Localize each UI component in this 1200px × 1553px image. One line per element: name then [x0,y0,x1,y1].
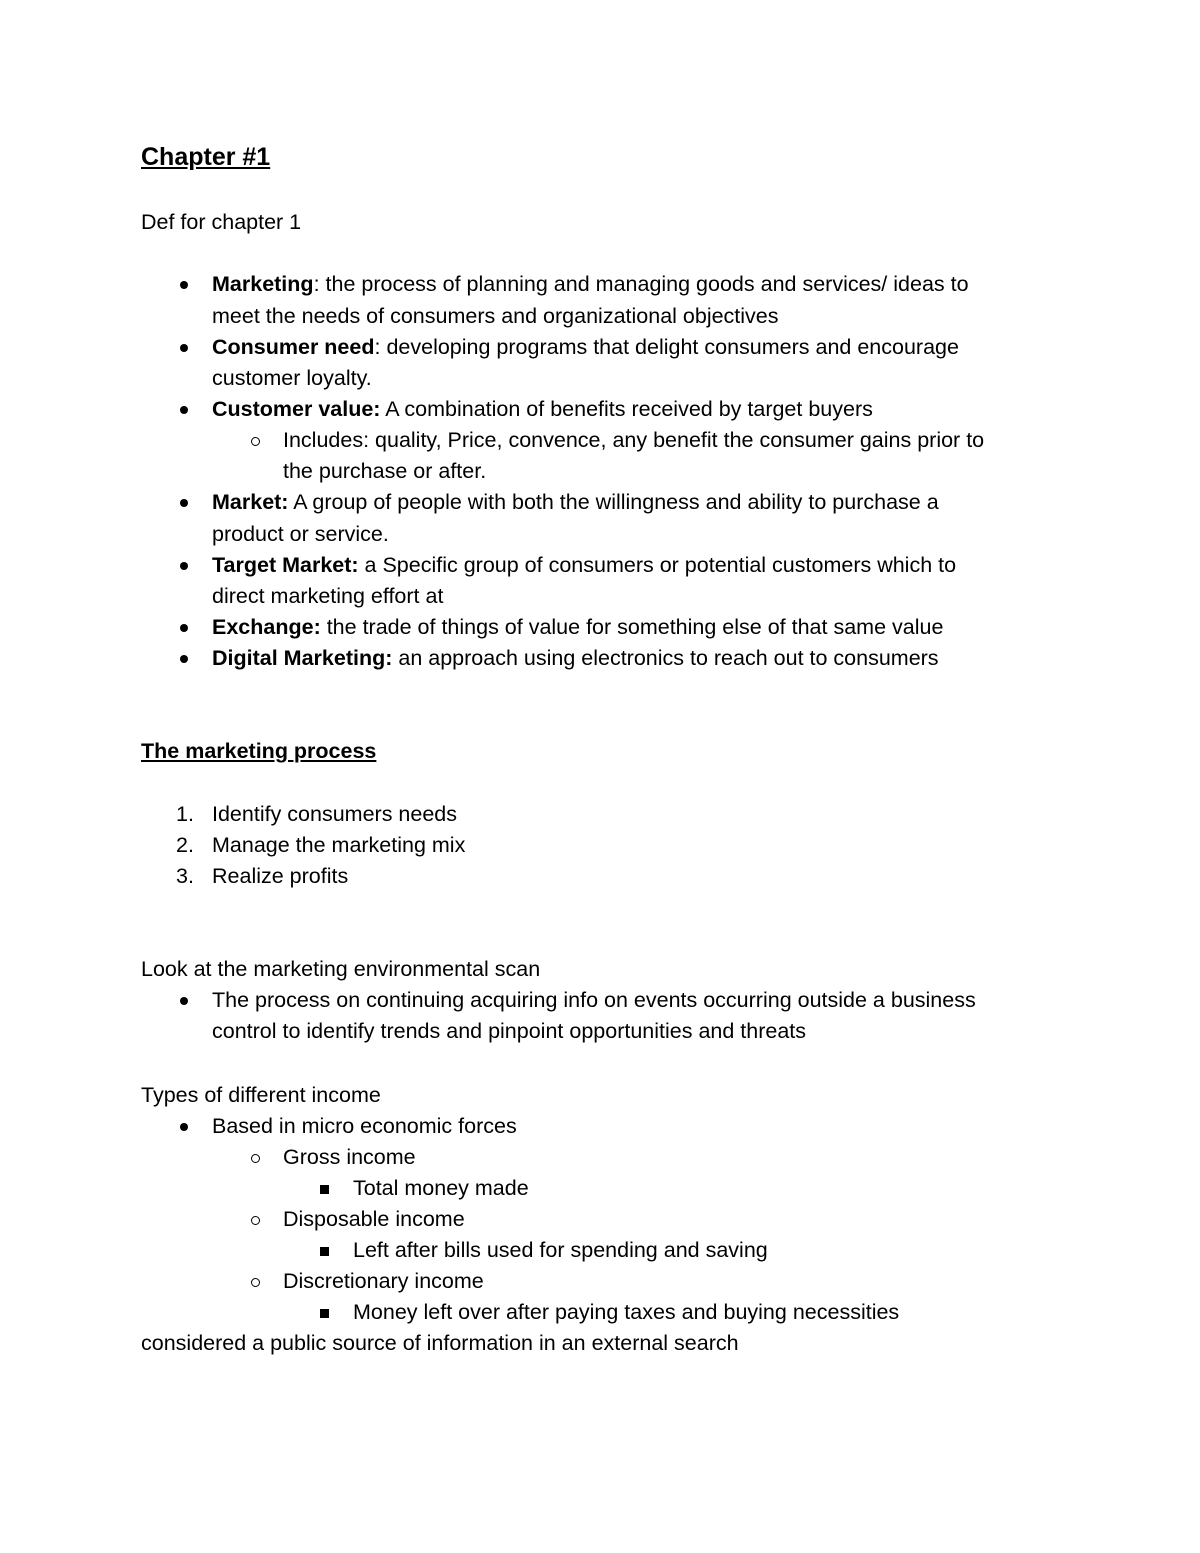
definition-item [212,270,969,298]
definition-item [212,488,939,516]
definition-term: Target Market: [212,553,359,577]
intro-text: Def for chapter 1 [141,210,302,234]
definition-term: Consumer need [212,335,375,359]
definition-separator: : [374,335,381,359]
definition-text-continued: direct marketing effort at [212,584,444,608]
income-type-name: Discretionary income [283,1269,484,1293]
bullet-circle-icon [251,1216,260,1225]
sub-bullet-text: Includes: quality, Price, convence, any benefit the consumer gains prior to [283,428,985,452]
bullet-square-icon [320,1309,329,1318]
scan-bullet-text-continued: control to identify trends and pinpoint opportunities and threats [212,1019,807,1043]
definition-term: Market: [212,490,289,514]
bullet-square-icon [320,1185,329,1194]
definition-item [212,395,873,423]
closing-text: considered a public source of information in an external search [141,1331,739,1355]
definition-term: Customer value: [212,397,381,421]
definition-item [212,551,956,579]
scan-intro: Look at the marketing environmental scan [141,957,541,981]
definition-text: developing programs that delight consumers and encourage [380,335,959,359]
bullet-disc-icon [180,1123,188,1131]
bullet-disc-icon [180,655,188,663]
income-type-name: Gross income [283,1145,416,1169]
definition-item [212,613,943,641]
income-intro: Types of different income [141,1083,381,1107]
definition-item [212,333,959,361]
bullet-disc-icon [180,624,188,632]
definition-term: Exchange: [212,615,321,639]
income-type-detail: Left after bills used for spending and saving [353,1238,768,1262]
income-type-detail: Money left over after paying taxes and buying necessities [353,1300,900,1324]
definition-text: the process of planning and managing goods and services/ ideas to [319,272,969,296]
step-number: 2. [176,833,194,857]
bullet-circle-icon [251,1278,260,1287]
page-title: Chapter #1 [141,143,271,171]
bullet-disc-icon [180,344,188,352]
scan-bullet-text: The process on continuing acquiring info on events occurring outside a business [212,988,976,1012]
definition-text: a Specific group of consumers or potential customers which to [358,553,957,577]
definition-text: an approach using electronics to reach out to consumers [392,646,939,670]
definition-text-continued: meet the needs of consumers and organizational objectives [212,304,779,328]
sub-bullet-text-continued: the purchase or after. [283,459,487,483]
bullet-disc-icon [180,281,188,289]
bullet-disc-icon [180,406,188,414]
definition-text-continued: product or service. [212,522,389,546]
bullet-circle-icon [251,437,260,446]
definition-separator: : [313,272,320,296]
bullet-square-icon [320,1247,329,1256]
step-number: 3. [176,864,194,888]
step-text: Identify consumers needs [212,802,457,826]
definition-text-continued: customer loyalty. [212,366,372,390]
definition-text: A combination of benefits received by target buyers [380,397,873,421]
step-text: Realize profits [212,864,349,888]
bullet-circle-icon [251,1154,260,1163]
step-number: 1. [176,802,194,826]
step-text: Manage the marketing mix [212,833,466,857]
definition-term: Digital Marketing: [212,646,393,670]
income-bullet-text: Based in micro economic forces [212,1114,517,1138]
income-type-name: Disposable income [283,1207,465,1231]
bullet-disc-icon [180,562,188,570]
definition-term: Marketing [212,272,314,296]
section-heading: The marketing process [141,739,377,763]
definition-text: A group of people with both the willingness and ability to purchase a [288,490,939,514]
definition-text: the trade of things of value for something else of that same value [320,615,944,639]
income-type-detail: Total money made [353,1176,529,1200]
definition-item [212,644,939,672]
bullet-disc-icon [180,997,188,1005]
bullet-disc-icon [180,499,188,507]
